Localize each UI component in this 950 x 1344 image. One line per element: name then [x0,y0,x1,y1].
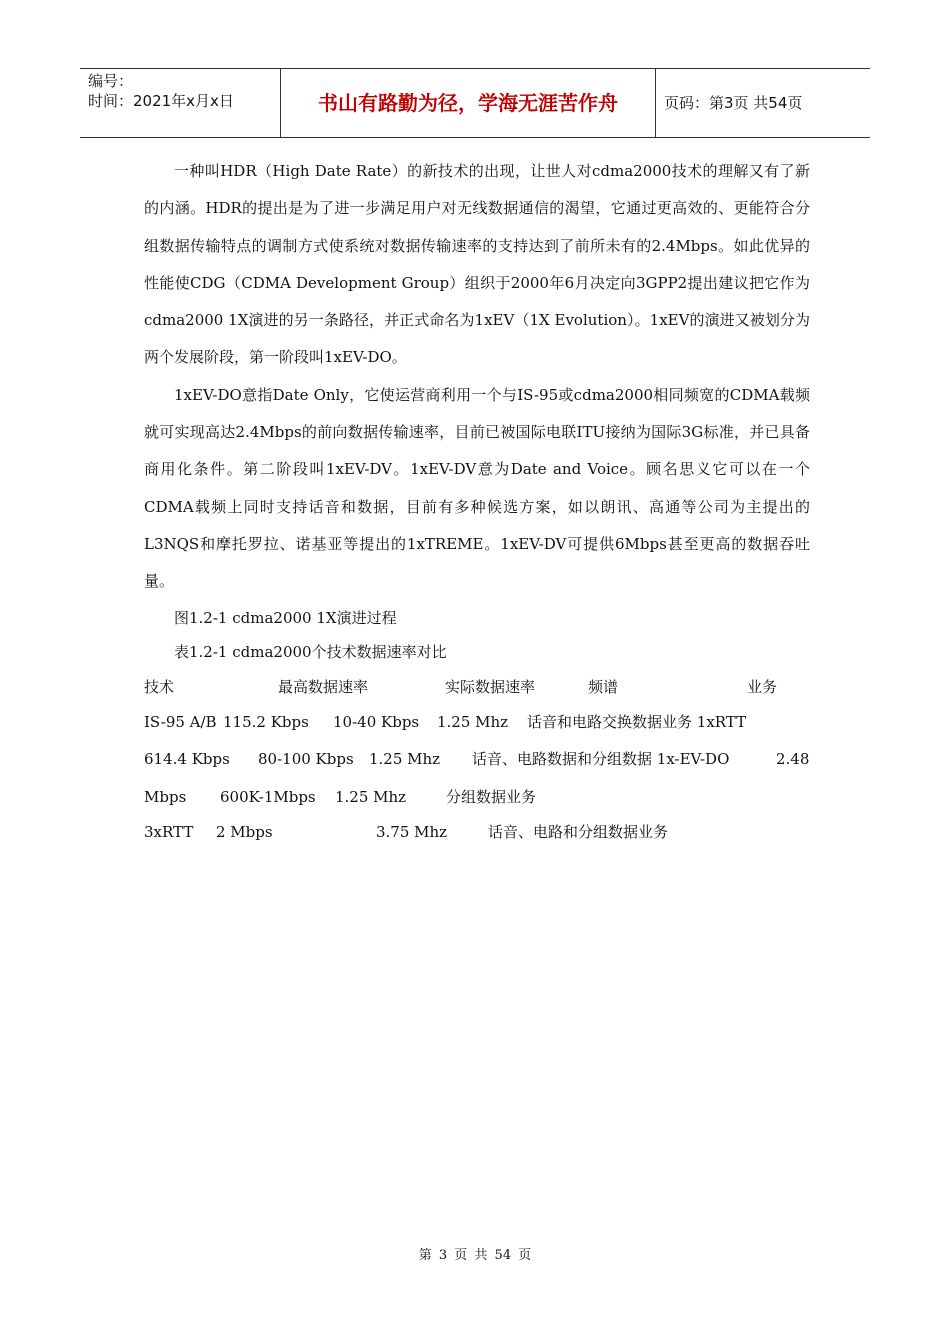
table-cell: 2.48 [776,750,810,768]
table-row [144,741,824,777]
table-cell: 话音、电路数据和分组数据 1x-EV-DO [472,750,730,768]
table-cell: 2 Mbps [216,823,273,841]
table-cell: 3.75 Mhz [376,823,448,841]
header-divider [655,69,656,137]
table-cell: 1.25 Mhz [437,713,509,731]
table-cell: IS-95 A/B [144,713,217,731]
table-cell: 话音和电路交换数据业务 1xRTT [527,713,747,731]
table-cell: 600K-1Mbps [220,788,316,806]
table-row [144,704,824,740]
header-motto: 书山有路勤为径，学海无涯苦作舟 [318,91,618,115]
table-cell: 80-100 Kbps [258,750,354,768]
table-cell: 1.25 Mhz [369,750,441,768]
table-cell: 频谱 [588,678,619,696]
table-cell: 614.4 Kbps [144,750,230,768]
table-cell: Mbps [144,788,187,806]
page-header [80,68,870,138]
table-cell: 3xRTT [144,823,194,841]
table-cell: 业务 [747,678,778,696]
table-cell: 10-40 Kbps [333,713,420,731]
table-cell: 最高数据速率 [278,678,369,696]
document-body [144,153,810,669]
table-cell: 实际数据速率 [445,678,536,696]
table-cell: 技术 [144,678,175,696]
table-caption: 表1.2-1 cdma2000个技术数据速率对比 [174,642,447,661]
table-cell: 话音、电路和分组数据业务 [488,823,669,841]
body-paragraph: 一种叫HDR（High Date Rate）的新技术的出现，让世人对cdma2000技术的理解又有了新的内涵。HDR的提出是为了进一步满足用户对无线数据通信的渴望，它通过更高效的、更能符合分组数据传输特点的调制方式使系统对数据传输速率的支持达到了前所未有的2.4Mbps。如此优异的性能使CDG（CDMA Development Group）组织于2000年6月决定向3GPP2提出建议把它作为cdma2000 1X演进的另一条路径，并正式命名为1xEV（1X Evolution）。1xEV的演进又被划分为两个发展阶段，第一阶段叫1xEV-DO。 [144,162,810,367]
page-footer: 第 3 页 共 54 页 [418,1248,532,1263]
header-meta [88,71,280,111]
table-row [144,814,824,850]
header-page-info: 页码：第3页 共54页 [664,94,803,112]
figure-caption: 图1.2-1 cdma2000 1X演进过程 [174,608,397,627]
table-cell: 115.2 Kbps [223,713,309,731]
header-number-label: 编号： [88,72,134,90]
table-cell: 1.25 Mhz [335,788,407,806]
header-time-label: 时间：2021年x月x日 [88,92,234,110]
table-cell: 分组数据业务 [446,788,537,806]
body-paragraph: 1xEV-DO意指Date Only，它使运营商利用一个与IS-95或cdma2000相同频宽的CDMA载频就可实现高达2.4Mbps的前向数据传输速率，目前已被国际电联ITU接纳为国际3G标准，并已具备商用化条件。第二阶段叫1xEV-DV。1xEV-DV意为Date and Voice。顾名思义它可以在一个CDMA载频上同时支持话音和数据，目前有多种候选方案，如以朗讯、高通等公司为主提出的L3NQS和摩托罗拉、诺基亚等提出的1xTREME。1xEV-DV可提供6Mbps甚至更高的数据吞吐量。 [144,385,810,591]
table-row [144,779,824,815]
table-header-row [144,669,824,705]
